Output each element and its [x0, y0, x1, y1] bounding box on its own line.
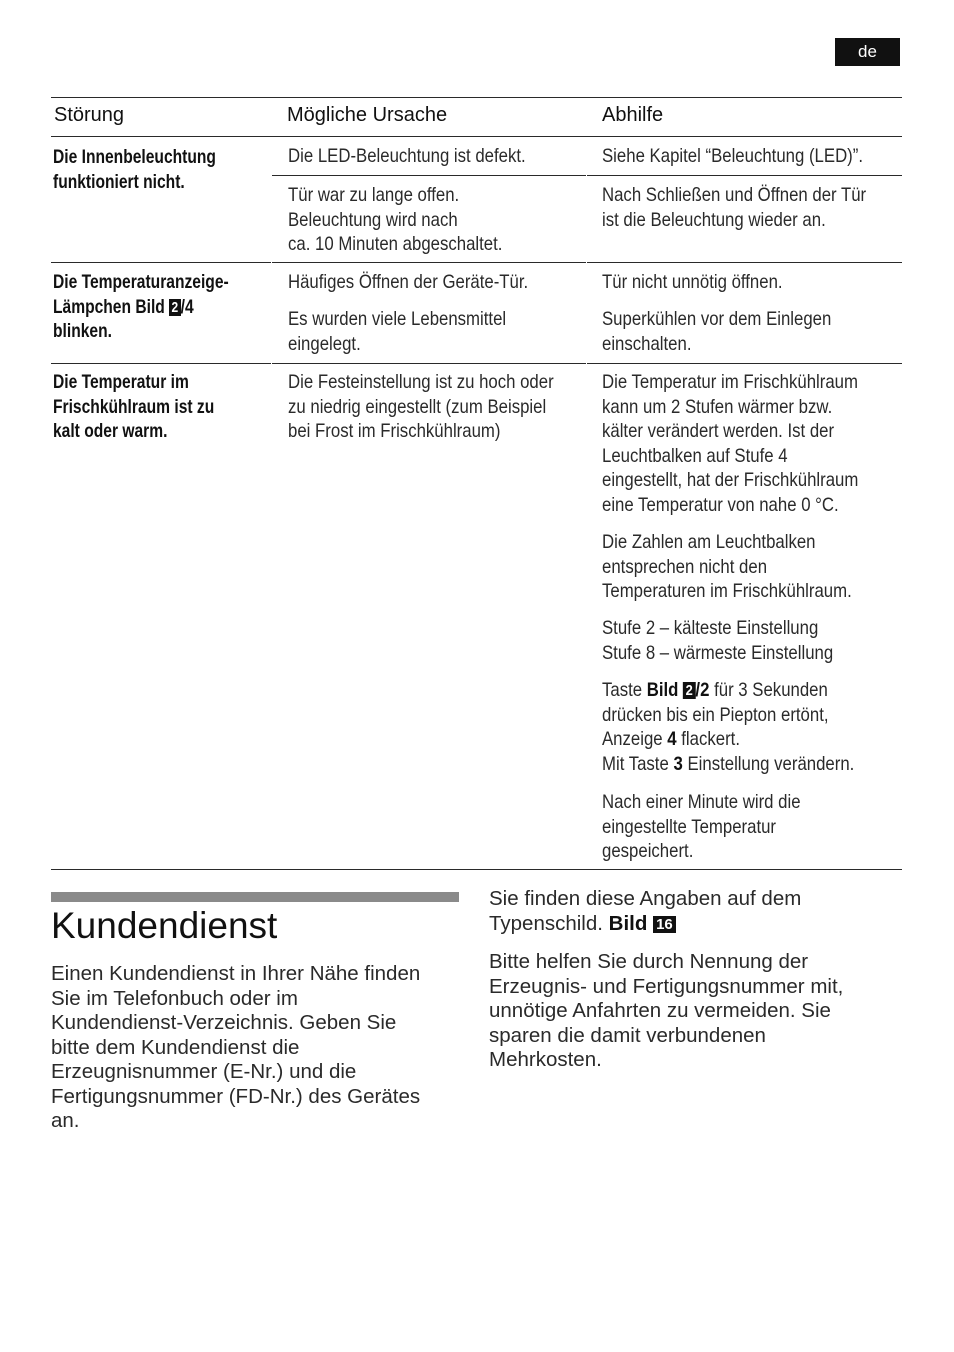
- table-header-rule: [51, 136, 902, 137]
- problem-text: /4: [180, 295, 194, 318]
- figure-badge: 2: [169, 299, 180, 316]
- remedy-line: Nach Schließen und Öffnen der Tür: [602, 184, 867, 206]
- remedy-line: kälter verändert werden. Ist der: [602, 420, 835, 442]
- cause-haeufiges-oeffnen: [288, 270, 528, 295]
- paragraph-line: Sie finden diese Angaben auf dem: [489, 887, 802, 910]
- remedy-line: [602, 752, 854, 777]
- table-bottom-rule: [51, 869, 902, 870]
- cause-line: zu niedrig eingestellt (zum Beispiel: [288, 395, 547, 418]
- remedy-line: entsprechen nicht den: [602, 555, 768, 578]
- remedy-bold: /2: [695, 679, 710, 701]
- paragraph-line: an.: [51, 1109, 80, 1132]
- remedy-tuer-schliessen: [602, 183, 866, 232]
- paragraph-line: Erzeugnis- und Fertigungsnummer mit,: [489, 974, 844, 998]
- remedy-bold: 4: [667, 728, 677, 750]
- remedy-text: Mit Taste: [602, 752, 674, 775]
- remedy-text: flackert.: [676, 728, 740, 750]
- header-stoerung: Störung: [54, 104, 125, 126]
- remedy-nicht-oeffnen: [602, 270, 783, 295]
- header-ursache: Mögliche Ursache: [287, 104, 448, 126]
- paragraph-line: Erzeugnisnummer (E-Nr.) und die: [51, 1060, 357, 1083]
- cause-tuer-offen: [288, 183, 502, 257]
- row-divider: [51, 262, 271, 263]
- problem-line: funktioniert nicht.: [53, 170, 185, 193]
- remedy-line: gespeichert.: [602, 840, 694, 862]
- remedy-line: Temperaturen im Frischkühlraum.: [602, 580, 852, 602]
- remedy-line: Die Temperatur im Frischkühlraum: [602, 371, 858, 393]
- cause-line: Beleuchtung wird nach: [288, 208, 458, 231]
- remedy-text: für 3 Sekunden: [709, 679, 828, 701]
- language-badge: de: [835, 38, 900, 66]
- cause-line: Häufiges Öffnen der Geräte-Tür.: [288, 271, 529, 293]
- cause-line: ca. 10 Minuten abgeschaltet.: [288, 233, 503, 255]
- cause-divider: [272, 175, 586, 176]
- paragraph-line: unnötige Anfahrten zu vermeiden. Sie: [489, 999, 831, 1022]
- remedy-bold: Bild: [646, 679, 679, 701]
- remedy-line: Siehe Kapitel “Beleuchtung (LED)”.: [602, 145, 864, 167]
- remedy-line: Nach einer Minute wird die: [602, 791, 801, 813]
- section-bar: [51, 892, 459, 902]
- problem-line: Die Temperatur im: [53, 371, 189, 393]
- paragraph-line: Einen Kundendienst in Ihrer Nähe finden: [51, 962, 421, 985]
- remedy-superkuehlen: [602, 307, 831, 356]
- remedy-kapitel-beleuchtung: [602, 144, 863, 169]
- remedy-bold: 3: [673, 752, 683, 775]
- remedy-line: Stufe 8 – wärmeste Einstellung: [602, 641, 834, 664]
- paragraph-line: sparen die damit verbundenen: [489, 1023, 766, 1047]
- table-top-rule: [51, 97, 902, 98]
- remedy-line: [602, 727, 854, 752]
- cause-line: Die LED-Beleuchtung ist defekt.: [288, 145, 526, 167]
- figure-reference: Bild: [608, 911, 648, 935]
- remedy-zahlen-leuchtbalken: [602, 530, 852, 604]
- paragraph-text: Typenschild.: [489, 911, 609, 935]
- row-divider: [51, 363, 271, 364]
- problem-line: blinken.: [53, 320, 112, 342]
- cause-led-defekt: [288, 144, 526, 169]
- problem-line: Die Temperaturanzeige-: [53, 271, 229, 293]
- remedy-taste-bild: [602, 678, 854, 776]
- problem-line: Die Innenbeleuchtung: [53, 146, 216, 168]
- row-divider: [272, 262, 586, 263]
- figure-badge: 2: [683, 682, 695, 699]
- remedy-line: Leuchtbalken auf Stufe 4: [602, 444, 788, 467]
- remedy-line: Tür nicht unnötig öffnen.: [602, 271, 783, 293]
- row-divider: [272, 363, 586, 364]
- remedy-line: eingestellte Temperatur: [602, 815, 777, 838]
- service-right-paragraph-nennung: [489, 950, 843, 1073]
- figure-badge: 16: [653, 916, 676, 933]
- paragraph-line: Mehrkosten.: [489, 1048, 602, 1071]
- remedy-line: Stufe 2 – kälteste Einstellung: [602, 617, 819, 639]
- remedy-line: einschalten.: [602, 332, 692, 355]
- cause-festeinstellung: [288, 370, 554, 444]
- header-abhilfe: Abhilfe: [602, 104, 664, 126]
- paragraph-line: [489, 912, 801, 937]
- remedy-line: Superkühlen vor dem Einlegen: [602, 308, 832, 330]
- section-title: Kundendienst: [51, 905, 278, 946]
- service-left-paragraph: [51, 962, 420, 1134]
- remedy-line: drücken bis ein Piepton ertönt,: [602, 703, 829, 726]
- cause-line: Tür war zu lange offen.: [288, 184, 460, 206]
- remedy-stufen: [602, 616, 833, 665]
- service-right-paragraph-typenschild: [489, 887, 801, 936]
- row-divider: [587, 363, 902, 364]
- remedy-text: Einstellung verändern.: [682, 752, 855, 775]
- paragraph-line: bitte dem Kundendienst die: [51, 1035, 300, 1059]
- remedy-text: Anzeige: [602, 728, 668, 750]
- remedy-line: Die Zahlen am Leuchtbalken: [602, 531, 816, 553]
- paragraph-line: Kundendienst-Verzeichnis. Geben Sie: [51, 1011, 397, 1034]
- problem-temperatur-frischkuehlraum: [53, 370, 214, 444]
- problem-temperaturanzeige: [53, 270, 229, 344]
- cause-line: bei Frost im Frischkühlraum): [288, 420, 501, 442]
- problem-line: Frischkühlraum ist zu: [53, 395, 215, 418]
- paragraph-line: Fertigungsnummer (FD-Nr.) des Gerätes: [51, 1084, 421, 1108]
- remedy-temperatur-aendern: [602, 370, 858, 517]
- remedy-divider: [587, 175, 902, 176]
- row-divider: [587, 262, 902, 263]
- cause-line: Die Festeinstellung ist zu hoch oder: [288, 371, 554, 393]
- remedy-line: kann um 2 Stufen wärmer bzw.: [602, 395, 833, 418]
- cause-viele-lebensmittel: [288, 307, 506, 356]
- remedy-line: [602, 678, 854, 703]
- paragraph-line: Bitte helfen Sie durch Nennung der: [489, 950, 809, 973]
- cause-line: Es wurden viele Lebensmittel: [288, 308, 507, 330]
- problem-innenbeleuchtung: [53, 145, 216, 194]
- remedy-line: eine Temperatur von nahe 0 °C.: [602, 493, 839, 516]
- problem-line: [53, 295, 229, 320]
- paragraph-line: Sie im Telefonbuch oder im: [51, 986, 298, 1010]
- remedy-text: Taste: [602, 679, 647, 701]
- problem-line: kalt oder warm.: [53, 420, 168, 442]
- remedy-line: ist die Beleuchtung wieder an.: [602, 208, 826, 231]
- problem-text: Lämpchen Bild: [53, 295, 170, 318]
- cause-line: eingelegt.: [288, 332, 361, 355]
- remedy-nach-einer-minute: [602, 790, 801, 864]
- remedy-line: eingestellt, hat der Frischkühlraum: [602, 469, 859, 491]
